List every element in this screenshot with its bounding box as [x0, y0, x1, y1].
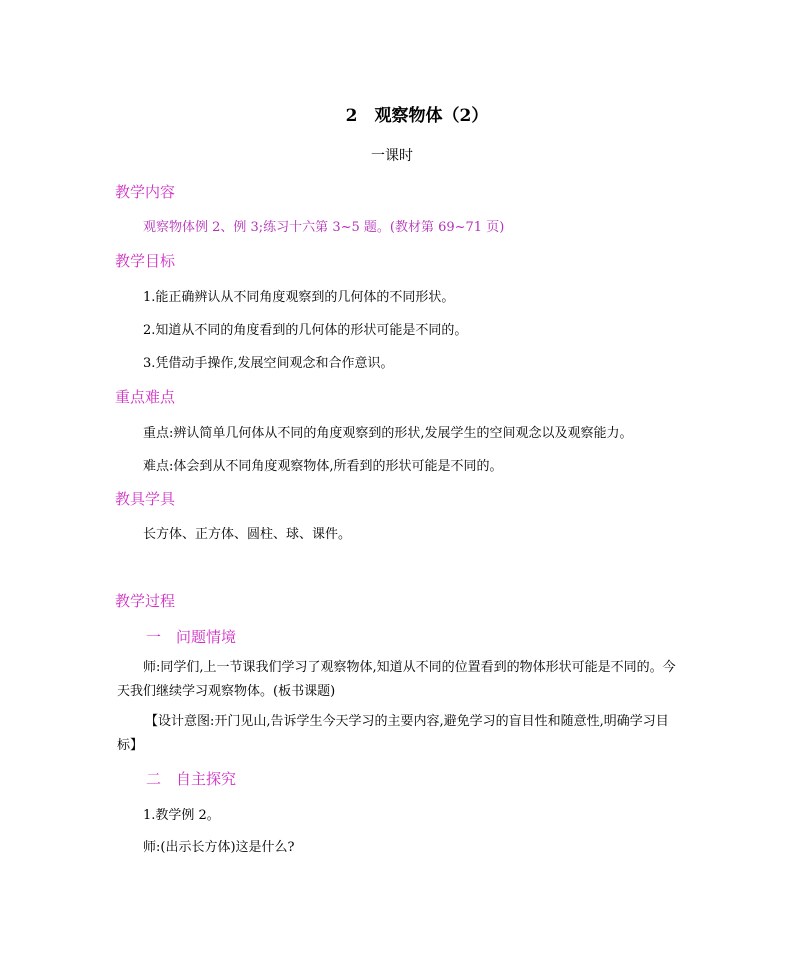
subheading-problem-situation: 一 问题情境 [146, 628, 237, 646]
exploration-teacher-question: 师:(出示长方体)这是什么? [143, 840, 295, 855]
heading-teaching-goals: 教学目标 [115, 252, 176, 270]
subheading-self-exploration: 二 自主探究 [146, 770, 237, 788]
goal-item-2: 2.知道从不同的角度看到的几何体的形状可能是不同的。 [143, 323, 468, 338]
heading-teaching-tools: 教具学具 [115, 490, 176, 508]
goal-item-1: 1.能正确辨认从不同角度观察到的几何体的不同形状。 [143, 290, 455, 305]
exploration-item-1: 1.教学例 2。 [143, 808, 220, 823]
paragraph-teacher-intro: 师:同学们,上一节课我们学习了观察物体,知道从不同的位置看到的物体形状可能是不同的。今天我们继续学习观察物体。(板书课题) [117, 660, 676, 699]
heading-teaching-process: 教学过程 [115, 592, 176, 610]
goal-item-3: 3.凭借动手操作,发展空间观念和合作意识。 [143, 356, 394, 371]
key-point-text: 重点:辨认简单几何体从不同的角度观察到的形状,发展学生的空间观念以及观察能力。 [143, 426, 633, 441]
difficult-point-text: 难点:体会到从不同角度观察物体,所看到的形状可能是不同的。 [143, 459, 503, 474]
teaching-tools-text: 长方体、正方体、圆柱、球、课件。 [143, 527, 352, 542]
heading-key-points: 重点难点 [115, 388, 176, 406]
lesson-subtitle: 一课时 [371, 148, 413, 164]
heading-teaching-content: 教学内容 [115, 183, 176, 201]
lesson-title: 2 观察物体（2） [345, 106, 489, 126]
paragraph-design-intent: 【设计意图:开门见山,告诉学生今天学习的主要内容,避免学习的盲目性和随意性,明确学习目标】 [117, 714, 669, 753]
teaching-content-text: 观察物体例 2、例 3;练习十六第 3~5 题。(教材第 69~71 页) [143, 220, 505, 235]
